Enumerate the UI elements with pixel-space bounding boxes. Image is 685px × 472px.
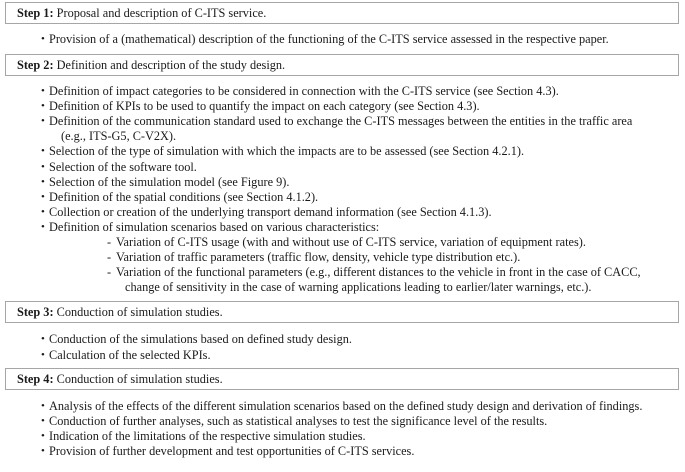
step-heading-4: Conduction of simulation studies. [56,371,223,386]
bullet-icon: • [41,160,45,173]
list-item [5,99,679,114]
bullet-icon: • [41,100,45,113]
list-item [5,32,679,47]
list-item [5,220,679,295]
sub-list-item [49,235,679,250]
spacer [5,390,679,399]
step-label-1: Step 1: [17,6,54,20]
step-heading-3: Conduction of simulation studies. [56,305,223,320]
list-item-text: Collection or creation of the underlying transport demand information (see Section 4.1.3). [49,204,492,219]
bullet-icon: • [41,429,45,442]
step-heading-1: Proposal and description of C-ITS service. [56,6,267,20]
list-item-text: Calculation of the selected KPIs. [49,347,211,362]
step-label-2: Step 2: [17,58,54,73]
list-item [5,190,679,205]
bullet-icon: • [41,414,45,427]
sub-list-item-continuation: change of sensitivity in the case of warning applications leading to earlier/later warnings, etc.). [125,280,592,295]
step-bullet-list-4 [5,399,679,459]
step-bullet-list-2 [5,84,679,295]
list-item [5,444,679,459]
list-item [5,399,679,414]
list-item-text: Definition of KPIs to be used to quantify the impact on each category (see Section 4.3). [49,99,480,114]
list-item [5,414,679,429]
spacer [5,24,679,32]
list-item [5,429,679,444]
step-header-box-2 [5,54,679,76]
list-item [5,84,679,99]
scenario-sub-list [49,235,679,295]
bullet-icon: • [41,348,45,361]
bullet-icon: • [41,444,45,457]
dash-icon: - [107,250,112,265]
step-bullet-list-1 [5,32,679,47]
bullet-icon: • [41,85,45,98]
bullet-icon: • [41,145,45,158]
list-item [5,114,679,144]
sub-list-item [49,250,679,265]
step-bullet-list-3 [5,332,679,362]
spacer [5,47,679,54]
bullet-icon: • [41,115,45,128]
spacer [5,76,679,84]
list-item-text: Selection of the simulation model (see Figure 9). [49,174,290,189]
sub-list-item-text: Variation of the functional parameters (e.g., different distances to the vehicle in front in the case of CACC, [116,265,641,280]
dash-icon: - [107,235,112,250]
list-item-text: Definition of the communication standard used to exchange the C-ITS messages between the entities in the traffic area [49,114,633,129]
step-header-box-1 [5,2,679,24]
bullet-icon: • [41,205,45,218]
list-item [5,144,679,159]
step-header-box-3 [5,301,679,323]
list-item-text: Selection of the software tool. [49,159,197,174]
bullet-icon: • [41,220,45,233]
bullet-icon: • [41,333,45,346]
list-item-text: Definition of simulation scenarios based on various characteristics: [49,219,380,234]
step-heading-2: Definition and description of the study design. [56,58,286,73]
bullet-icon: • [41,190,45,203]
list-item-text: Indication of the limitations of the respective simulation studies. [49,428,366,443]
step-header-box-4 [5,368,679,390]
list-item-text: Provision of a (mathematical) description of the functioning of the C-ITS service assessed in the respective paper. [49,32,609,46]
list-item-text: Provision of further development and test opportunities of C-ITS services. [49,443,415,458]
list-item [5,160,679,175]
list-item [5,332,679,347]
spacer [5,323,679,332]
dash-icon: - [107,265,112,280]
bullet-icon: • [41,175,45,188]
list-item-text: Conduction of the simulations based on defined study design. [49,332,352,347]
sub-list-item-text: Variation of traffic parameters (traffic flow, density, vehicle type distribution etc.). [116,250,521,265]
list-item [5,175,679,190]
list-item-text: Definition of the spatial conditions (see Section 4.1.2). [49,189,319,204]
list-item-text: Conduction of further analyses, such as statistical analyses to test the significance level of the results. [49,413,548,428]
bullet-icon: • [41,399,45,412]
sub-list-item-text: Variation of C-ITS usage (with and without use of C-ITS service, variation of equipment rates). [116,235,586,250]
sub-list-item [49,265,679,295]
step-label-3: Step 3: [17,305,54,320]
list-item-continuation: (e.g., ITS-G5, C-V2X). [61,129,177,144]
list-item-text: Analysis of the effects of the different simulation scenarios based on the defined study design and derivation of findings. [49,398,643,413]
list-item [5,205,679,220]
bullet-icon: • [41,33,45,45]
list-item [5,348,679,363]
list-item-text: Selection of the type of simulation with which the impacts are to be assessed (see Section 4.2.1). [49,144,525,159]
list-item-text: Definition of impact categories to be considered in connection with the C-ITS service (see Section 4.3). [49,84,559,99]
step-label-4: Step 4: [17,371,54,386]
